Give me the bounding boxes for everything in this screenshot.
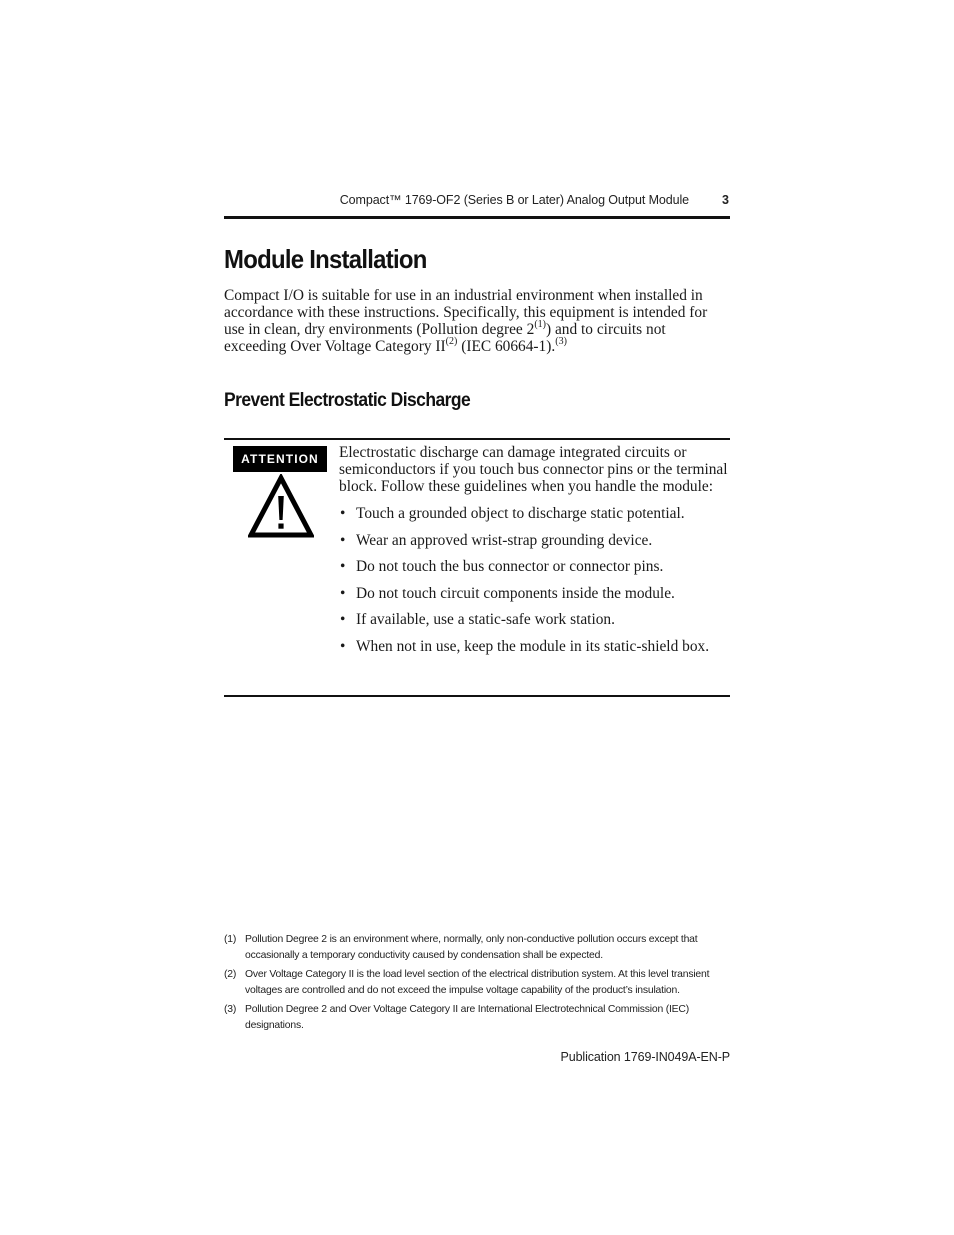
footnote-ref-3: (3) [555,336,567,347]
section-title: Module Installation [224,244,427,274]
footnote-text: Pollution Degree 2 and Over Voltage Category II are International Electrotechnical Commission (IEC) designations. [245,1004,689,1031]
footnote-text: Pollution Degree 2 is an environment where, normally, only non-conductive pollution occurs except that occasionally a temporary conductivity caused by condensation shall be expected. [245,934,698,961]
subsection-title: Prevent Electrostatic Discharge [224,390,471,411]
list-item: • Wear an approved wrist-strap grounding device. [339,532,731,549]
footnote-ref-1: (1) [534,319,546,330]
footnote-mark: (2) [224,969,237,980]
footnote-2 [224,967,730,998]
list-item: • Do not touch circuit components inside the module. [339,585,731,602]
publication-number: Publication 1769-IN049A-EN-P [560,1050,730,1064]
footnotes [224,932,730,1037]
warning-triangle-icon [248,474,314,540]
attention-list [339,505,731,655]
document-page [224,0,730,1235]
footnote-ref-2: (2) [445,336,458,347]
list-item: • If available, use a static-safe work station. [339,611,731,628]
attention-text: Electrostatic discharge can damage integrated circuits or semiconductors if you touch bus connector pins or the terminal block. Follow these guidelines when you handle the module: [339,444,728,495]
footnote-text: Over Voltage Category II is the load level section of the electrical distribution system. At this level transient voltages are controlled and do not exceed the impulse voltage capability of the product’s insulation. [245,969,710,996]
intro-paragraph [224,287,730,355]
attention-content [339,444,731,655]
list-item: • When not in use, keep the module in its static-shield box. [339,638,731,655]
running-header [224,192,730,219]
list-item: • Touch a grounded object to discharge static potential. [339,505,731,522]
list-item: • Do not touch the bus connector or connector pins. [339,558,731,575]
footnote-mark: (1) [224,934,237,945]
attention-box [224,438,730,697]
header-title: Compact™ 1769-OF2 (Series B or Later) Analog Output Module [339,193,689,207]
attention-badge: ATTENTION [233,446,327,472]
intro-text-1: Compact I/O is suitable for use in an industrial environment when installed in accordance with these instructions. Specifically, this equipment is intended for use in clean, dry environments (Pollution degree 2 [224,287,708,338]
intro-text-3: (IEC 60664-1). [457,338,556,355]
intro-text-2: ) and to circuits not exceeding Over Voltage Category II [224,321,666,355]
footnote-mark: (3) [224,1004,237,1015]
footnote-3 [224,1002,730,1033]
footnote-1 [224,932,730,963]
page-number: 3 [722,193,729,207]
